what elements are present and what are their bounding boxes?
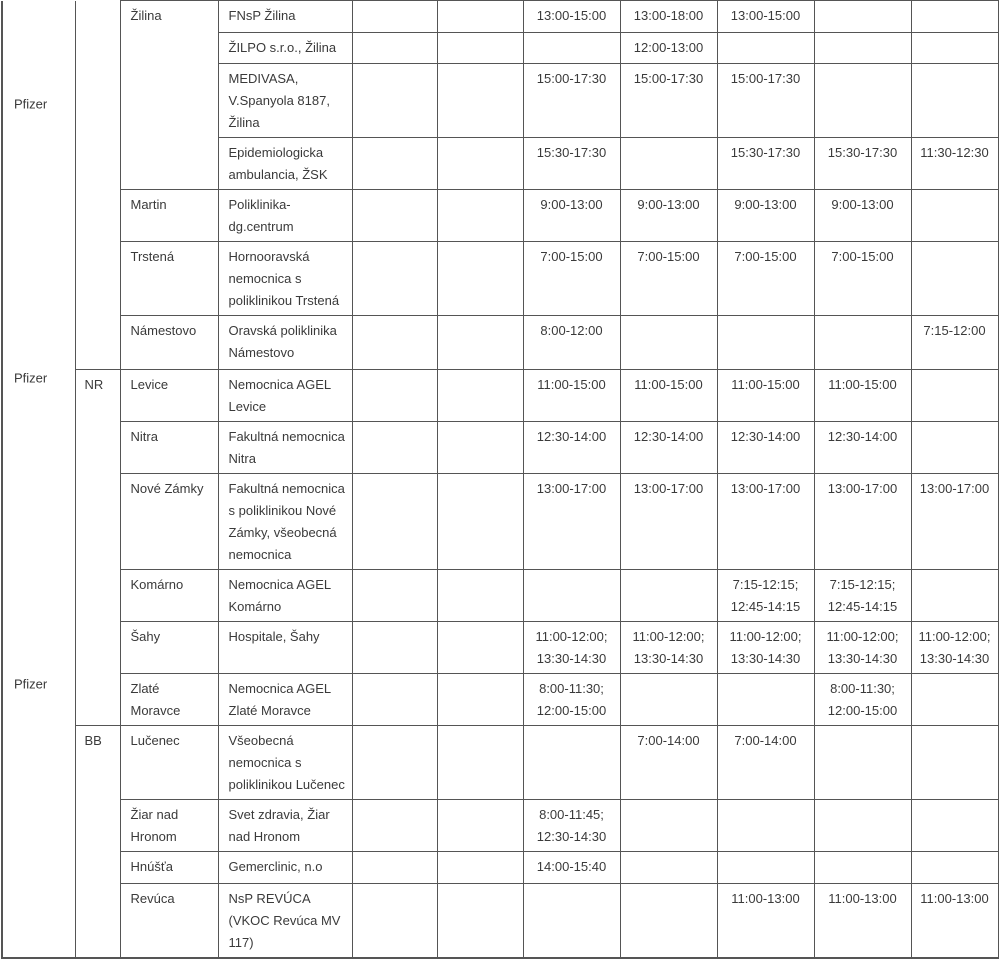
time-cell [717, 852, 814, 884]
time-cell [437, 852, 523, 884]
time-cell: 13:00-15:00 [717, 1, 814, 33]
time-cell [352, 726, 437, 800]
time-cell: 7:15-12:15; 12:45-14:15 [717, 570, 814, 622]
time-cell: 8:00-11:30; 12:00-15:00 [814, 674, 911, 726]
time-cell [437, 242, 523, 316]
facility-cell: Hornooravská nemocnica s poliklinikou Trstená [218, 242, 352, 316]
time-cell [437, 570, 523, 622]
city-cell: Žiar nad Hronom [120, 800, 218, 852]
time-cell: 7:00-15:00 [523, 242, 620, 316]
time-cell: 13:00-15:00 [523, 1, 620, 33]
city-cell: Levice [120, 370, 218, 422]
time-cell: 13:00-17:00 [814, 474, 911, 570]
facility-cell: Nemocnica AGEL Komárno [218, 570, 352, 622]
time-cell [352, 674, 437, 726]
time-cell [814, 316, 911, 370]
region-cell: BB [75, 726, 120, 959]
time-cell: 7:15-12:00 [911, 316, 998, 370]
city-cell: Trstená [120, 242, 218, 316]
time-cell: 15:30-17:30 [717, 138, 814, 190]
time-cell: 11:00-13:00 [717, 884, 814, 959]
time-cell [814, 726, 911, 800]
vaccine-label: Pfizer [14, 96, 48, 112]
facility-cell: MEDIVASA, V.Spanyola 8187, Žilina [218, 64, 352, 138]
facility-cell: Hospitale, Šahy [218, 622, 352, 674]
city-cell: Lučenec [120, 726, 218, 800]
table-row [2, 190, 998, 242]
table-row [2, 1, 998, 33]
time-cell [620, 884, 717, 959]
time-cell [620, 138, 717, 190]
time-cell: 7:00-15:00 [814, 242, 911, 316]
facility-cell: Fakultná nemocnica s poliklinikou Nové Zámky, všeobecná nemocnica [218, 474, 352, 570]
time-cell [352, 1, 437, 33]
time-cell [352, 33, 437, 64]
time-cell [620, 852, 717, 884]
time-cell [814, 33, 911, 64]
time-cell [352, 138, 437, 190]
time-cell [911, 674, 998, 726]
time-cell [352, 242, 437, 316]
time-cell [523, 884, 620, 959]
time-cell [911, 852, 998, 884]
time-cell: 13:00-17:00 [620, 474, 717, 570]
time-cell [437, 422, 523, 474]
facility-cell: Svet zdravia, Žiar nad Hronom [218, 800, 352, 852]
time-cell: 11:00-15:00 [620, 370, 717, 422]
region-cell: NR [75, 370, 120, 726]
table-row [2, 474, 998, 570]
time-cell [911, 1, 998, 33]
facility-cell: Nemocnica AGEL Zlaté Moravce [218, 674, 352, 726]
table-row [2, 852, 998, 884]
time-cell [437, 1, 523, 33]
time-cell: 11:00-13:00 [814, 884, 911, 959]
table-row [2, 570, 998, 622]
time-cell: 13:00-17:00 [717, 474, 814, 570]
time-cell [437, 800, 523, 852]
time-cell [437, 190, 523, 242]
time-cell [911, 370, 998, 422]
time-cell: 13:00-17:00 [911, 474, 998, 570]
city-cell: Námestovo [120, 316, 218, 370]
table-row [2, 622, 998, 674]
time-cell [911, 190, 998, 242]
time-cell: 8:00-12:00 [523, 316, 620, 370]
city-cell: Hnúšťa [120, 852, 218, 884]
time-cell [437, 370, 523, 422]
time-cell: 7:00-14:00 [620, 726, 717, 800]
time-cell: 7:00-15:00 [620, 242, 717, 316]
facility-cell: NsP REVÚCA (VKOC Revúca MV 117) [218, 884, 352, 959]
time-cell: 14:00-15:40 [523, 852, 620, 884]
city-cell: Martin [120, 190, 218, 242]
time-cell [352, 422, 437, 474]
facility-cell: Nemocnica AGEL Levice [218, 370, 352, 422]
time-cell [437, 674, 523, 726]
time-cell: 9:00-13:00 [717, 190, 814, 242]
time-cell [911, 800, 998, 852]
time-cell: 11:00-12:00; 13:30-14:30 [620, 622, 717, 674]
time-cell: 11:00-12:00; 13:30-14:30 [814, 622, 911, 674]
time-cell [437, 316, 523, 370]
time-cell: 15:30-17:30 [814, 138, 911, 190]
table-row [2, 674, 998, 726]
time-cell: 7:00-15:00 [717, 242, 814, 316]
time-cell: 11:00-15:00 [717, 370, 814, 422]
time-cell [352, 570, 437, 622]
time-cell [352, 884, 437, 959]
region-cell [75, 1, 120, 370]
facility-cell: FNsP Žilina [218, 1, 352, 33]
time-cell [911, 64, 998, 138]
facility-cell: ŽILPO s.r.o., Žilina [218, 33, 352, 64]
time-cell: 12:30-14:00 [814, 422, 911, 474]
time-cell: 7:15-12:15; 12:45-14:15 [814, 570, 911, 622]
time-cell [814, 64, 911, 138]
time-cell: 15:00-17:30 [523, 64, 620, 138]
time-cell: 9:00-13:00 [523, 190, 620, 242]
time-cell [911, 33, 998, 64]
time-cell: 7:00-14:00 [717, 726, 814, 800]
time-cell: 15:00-17:30 [620, 64, 717, 138]
city-cell: Komárno [120, 570, 218, 622]
time-cell: 13:00-18:00 [620, 1, 717, 33]
vaccine-label: Pfizer [14, 676, 48, 692]
time-cell [437, 622, 523, 674]
table-row [2, 316, 998, 370]
city-cell: Nitra [120, 422, 218, 474]
time-cell [352, 316, 437, 370]
table-row [2, 242, 998, 316]
table-row [2, 800, 998, 852]
time-cell: 12:30-14:00 [620, 422, 717, 474]
city-cell: Šahy [120, 622, 218, 674]
facility-cell: Poliklinika-dg.centrum [218, 190, 352, 242]
time-cell: 12:30-14:00 [717, 422, 814, 474]
time-cell [911, 242, 998, 316]
time-cell [620, 316, 717, 370]
time-cell [620, 570, 717, 622]
table-row [2, 370, 998, 422]
city-cell: Žilina [120, 1, 218, 190]
time-cell [352, 64, 437, 138]
schedule-table-body [2, 1, 998, 959]
facility-cell: Fakultná nemocnica Nitra [218, 422, 352, 474]
time-cell [352, 852, 437, 884]
time-cell: 15:30-17:30 [523, 138, 620, 190]
time-cell [814, 852, 911, 884]
time-cell [437, 474, 523, 570]
time-cell [437, 884, 523, 959]
facility-cell: Oravská poliklinika Námestovo [218, 316, 352, 370]
time-cell [437, 138, 523, 190]
time-cell [352, 474, 437, 570]
time-cell [523, 33, 620, 64]
city-cell: Zlaté Moravce [120, 674, 218, 726]
time-cell: 11:00-12:00; 13:30-14:30 [717, 622, 814, 674]
time-cell [523, 726, 620, 800]
time-cell [352, 190, 437, 242]
time-cell: 11:00-15:00 [814, 370, 911, 422]
facility-cell: Gemerclinic, n.o [218, 852, 352, 884]
time-cell: 12:30-14:00 [523, 422, 620, 474]
time-cell: 9:00-13:00 [620, 190, 717, 242]
time-cell: 12:00-13:00 [620, 33, 717, 64]
time-cell [352, 800, 437, 852]
time-cell: 11:00-12:00; 13:30-14:30 [523, 622, 620, 674]
facility-cell: Všeobecná nemocnica s poliklinikou Lučenec [218, 726, 352, 800]
city-cell: Nové Zámky [120, 474, 218, 570]
time-cell [911, 422, 998, 474]
time-cell [717, 316, 814, 370]
time-cell: 11:00-13:00 [911, 884, 998, 959]
facility-cell: Epidemiologicka ambulancia, ŽSK [218, 138, 352, 190]
time-cell [437, 64, 523, 138]
vaccine-column-cell [2, 1, 75, 959]
time-cell [717, 800, 814, 852]
time-cell [352, 622, 437, 674]
time-cell [814, 800, 911, 852]
time-cell: 8:00-11:45; 12:30-14:30 [523, 800, 620, 852]
time-cell: 11:30-12:30 [911, 138, 998, 190]
time-cell [352, 370, 437, 422]
time-cell [523, 570, 620, 622]
time-cell: 15:00-17:30 [717, 64, 814, 138]
time-cell: 13:00-17:00 [523, 474, 620, 570]
schedule-table [1, 0, 999, 959]
time-cell: 9:00-13:00 [814, 190, 911, 242]
time-cell [717, 674, 814, 726]
table-row [2, 884, 998, 959]
time-cell [814, 1, 911, 33]
time-cell [437, 33, 523, 64]
time-cell [911, 726, 998, 800]
vaccine-label: Pfizer [14, 370, 48, 386]
time-cell [620, 674, 717, 726]
time-cell [620, 800, 717, 852]
time-cell: 11:00-12:00; 13:30-14:30 [911, 622, 998, 674]
time-cell [717, 33, 814, 64]
time-cell [437, 726, 523, 800]
time-cell [911, 570, 998, 622]
city-cell: Revúca [120, 884, 218, 959]
time-cell: 8:00-11:30; 12:00-15:00 [523, 674, 620, 726]
time-cell: 11:00-15:00 [523, 370, 620, 422]
table-row [2, 726, 998, 800]
table-row [2, 422, 998, 474]
